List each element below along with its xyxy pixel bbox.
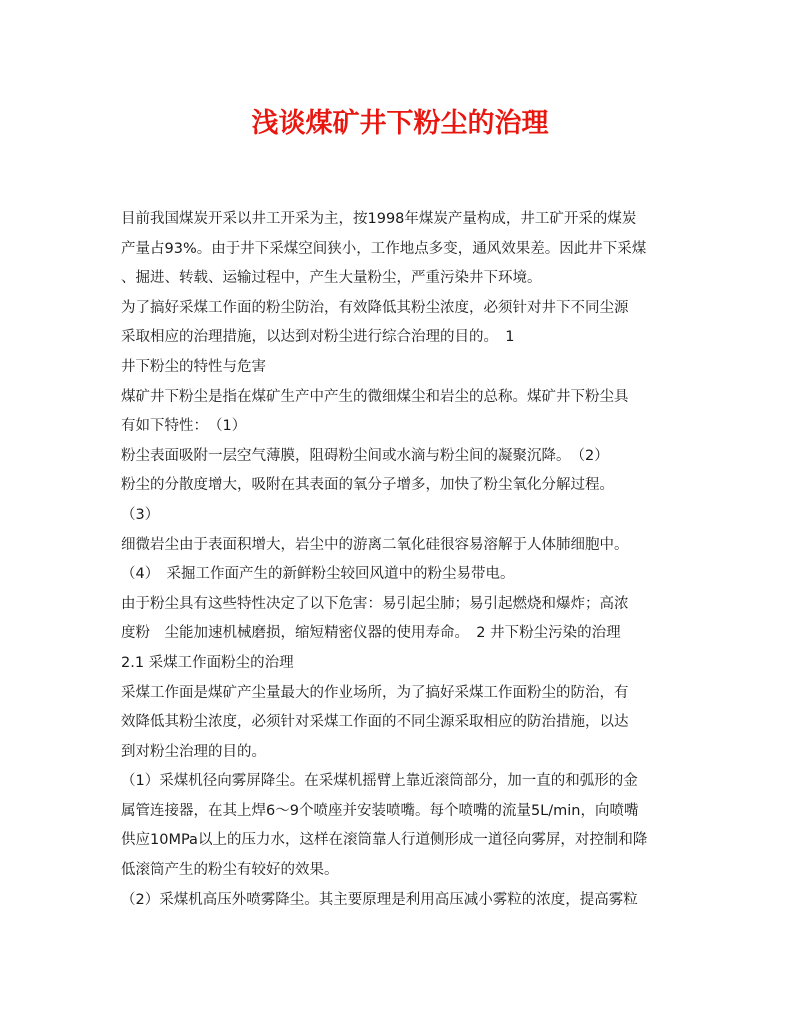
body-line: （3） bbox=[121, 506, 160, 523]
body-line: 煤矿井下粉尘是指在煤矿生产中产生的微细煤尘和岩尘的总称。煤矿井下粉尘具 bbox=[121, 388, 629, 405]
body-line: 产量占93%。由于井下采煤空间狭小，工作地点多变，通风效果差。因此井下采煤 bbox=[121, 240, 647, 257]
body-line: 属管连接器，在其上焊6～9个喷座并安装喷嘴。每个喷嘴的流量5L/min，向喷嘴 bbox=[121, 802, 639, 819]
body-line: 供应10MPa以上的压力水，这样在滚筒靠人行道侧形成一道径向雾屏，对控制和降 bbox=[121, 832, 648, 849]
document-title: 浅谈煤矿井下粉尘的治理 bbox=[251, 108, 549, 139]
body-line: 粉尘的分散度增大，吸附在其表面的氧分子增多，加快了粉尘氧化分解过程。 bbox=[121, 477, 614, 494]
body-line: 粉尘表面吸附一层空气薄膜，阻碍粉尘间或水滴与粉尘间的凝聚沉降。 （2） bbox=[121, 447, 609, 464]
body-line: （4） 采掘工作面产生的新鲜粉尘较回风道中的粉尘易带电。 bbox=[121, 566, 515, 583]
body-line: 低滚筒产生的粉尘有较好的效果。 bbox=[121, 862, 339, 879]
body-line: 度粉 尘能加速机械磨损，缩短精密仪器的使用寿命。 2 井下粉尘污染的治理 bbox=[121, 625, 621, 642]
body-line: 效降低其粉尘浓度，必须针对采煤工作面的不同尘源采取相应的防治措施，以达 bbox=[121, 714, 629, 731]
body-line: 、掘进、转载、运输过程中，产生大量粉尘，严重污染井下环境。 bbox=[121, 270, 542, 287]
body-line: 为了搞好采煤工作面的粉尘防治，有效降低其粉尘浓度，必须针对井下不同尘源 bbox=[121, 299, 629, 316]
section-heading: 2.1 采煤工作面粉尘的治理 bbox=[121, 654, 294, 671]
body-line: 由于粉尘具有这些特性决定了以下危害：易引起尘肺；易引起燃烧和爆炸；高浓 bbox=[121, 595, 629, 612]
body-line: 采取相应的治理措施，以达到对粉尘进行综合治理的目的。 1 bbox=[121, 329, 515, 346]
body-line: （1）采煤机径向雾屏降尘。在采煤机摇臂上靠近滚筒部分，加一直的和弧形的金 bbox=[121, 773, 638, 790]
body-line: 到对粉尘治理的目的。 bbox=[121, 743, 266, 760]
document-body bbox=[121, 205, 686, 915]
body-line: 有如下特性： （1） bbox=[121, 418, 247, 435]
section-heading: 井下粉尘的特性与危害 bbox=[121, 358, 266, 375]
body-line: 目前我国煤炭开采以井工开采为主，按1998年煤炭产量构成，井工矿开采的煤炭 bbox=[121, 211, 637, 227]
body-line: 细微岩尘由于表面积增大，岩尘中的游离二氧化硅很容易溶解于人体肺细胞中。 bbox=[121, 536, 629, 553]
body-line: （2）采煤机高压外喷雾降尘。其主要原理是利用高压减小雾粒的浓度，提高雾粒 bbox=[121, 891, 638, 908]
body-line: 采煤工作面是煤矿产尘量最大的作业场所，为了搞好采煤工作面粉尘的防治，有 bbox=[121, 684, 629, 701]
